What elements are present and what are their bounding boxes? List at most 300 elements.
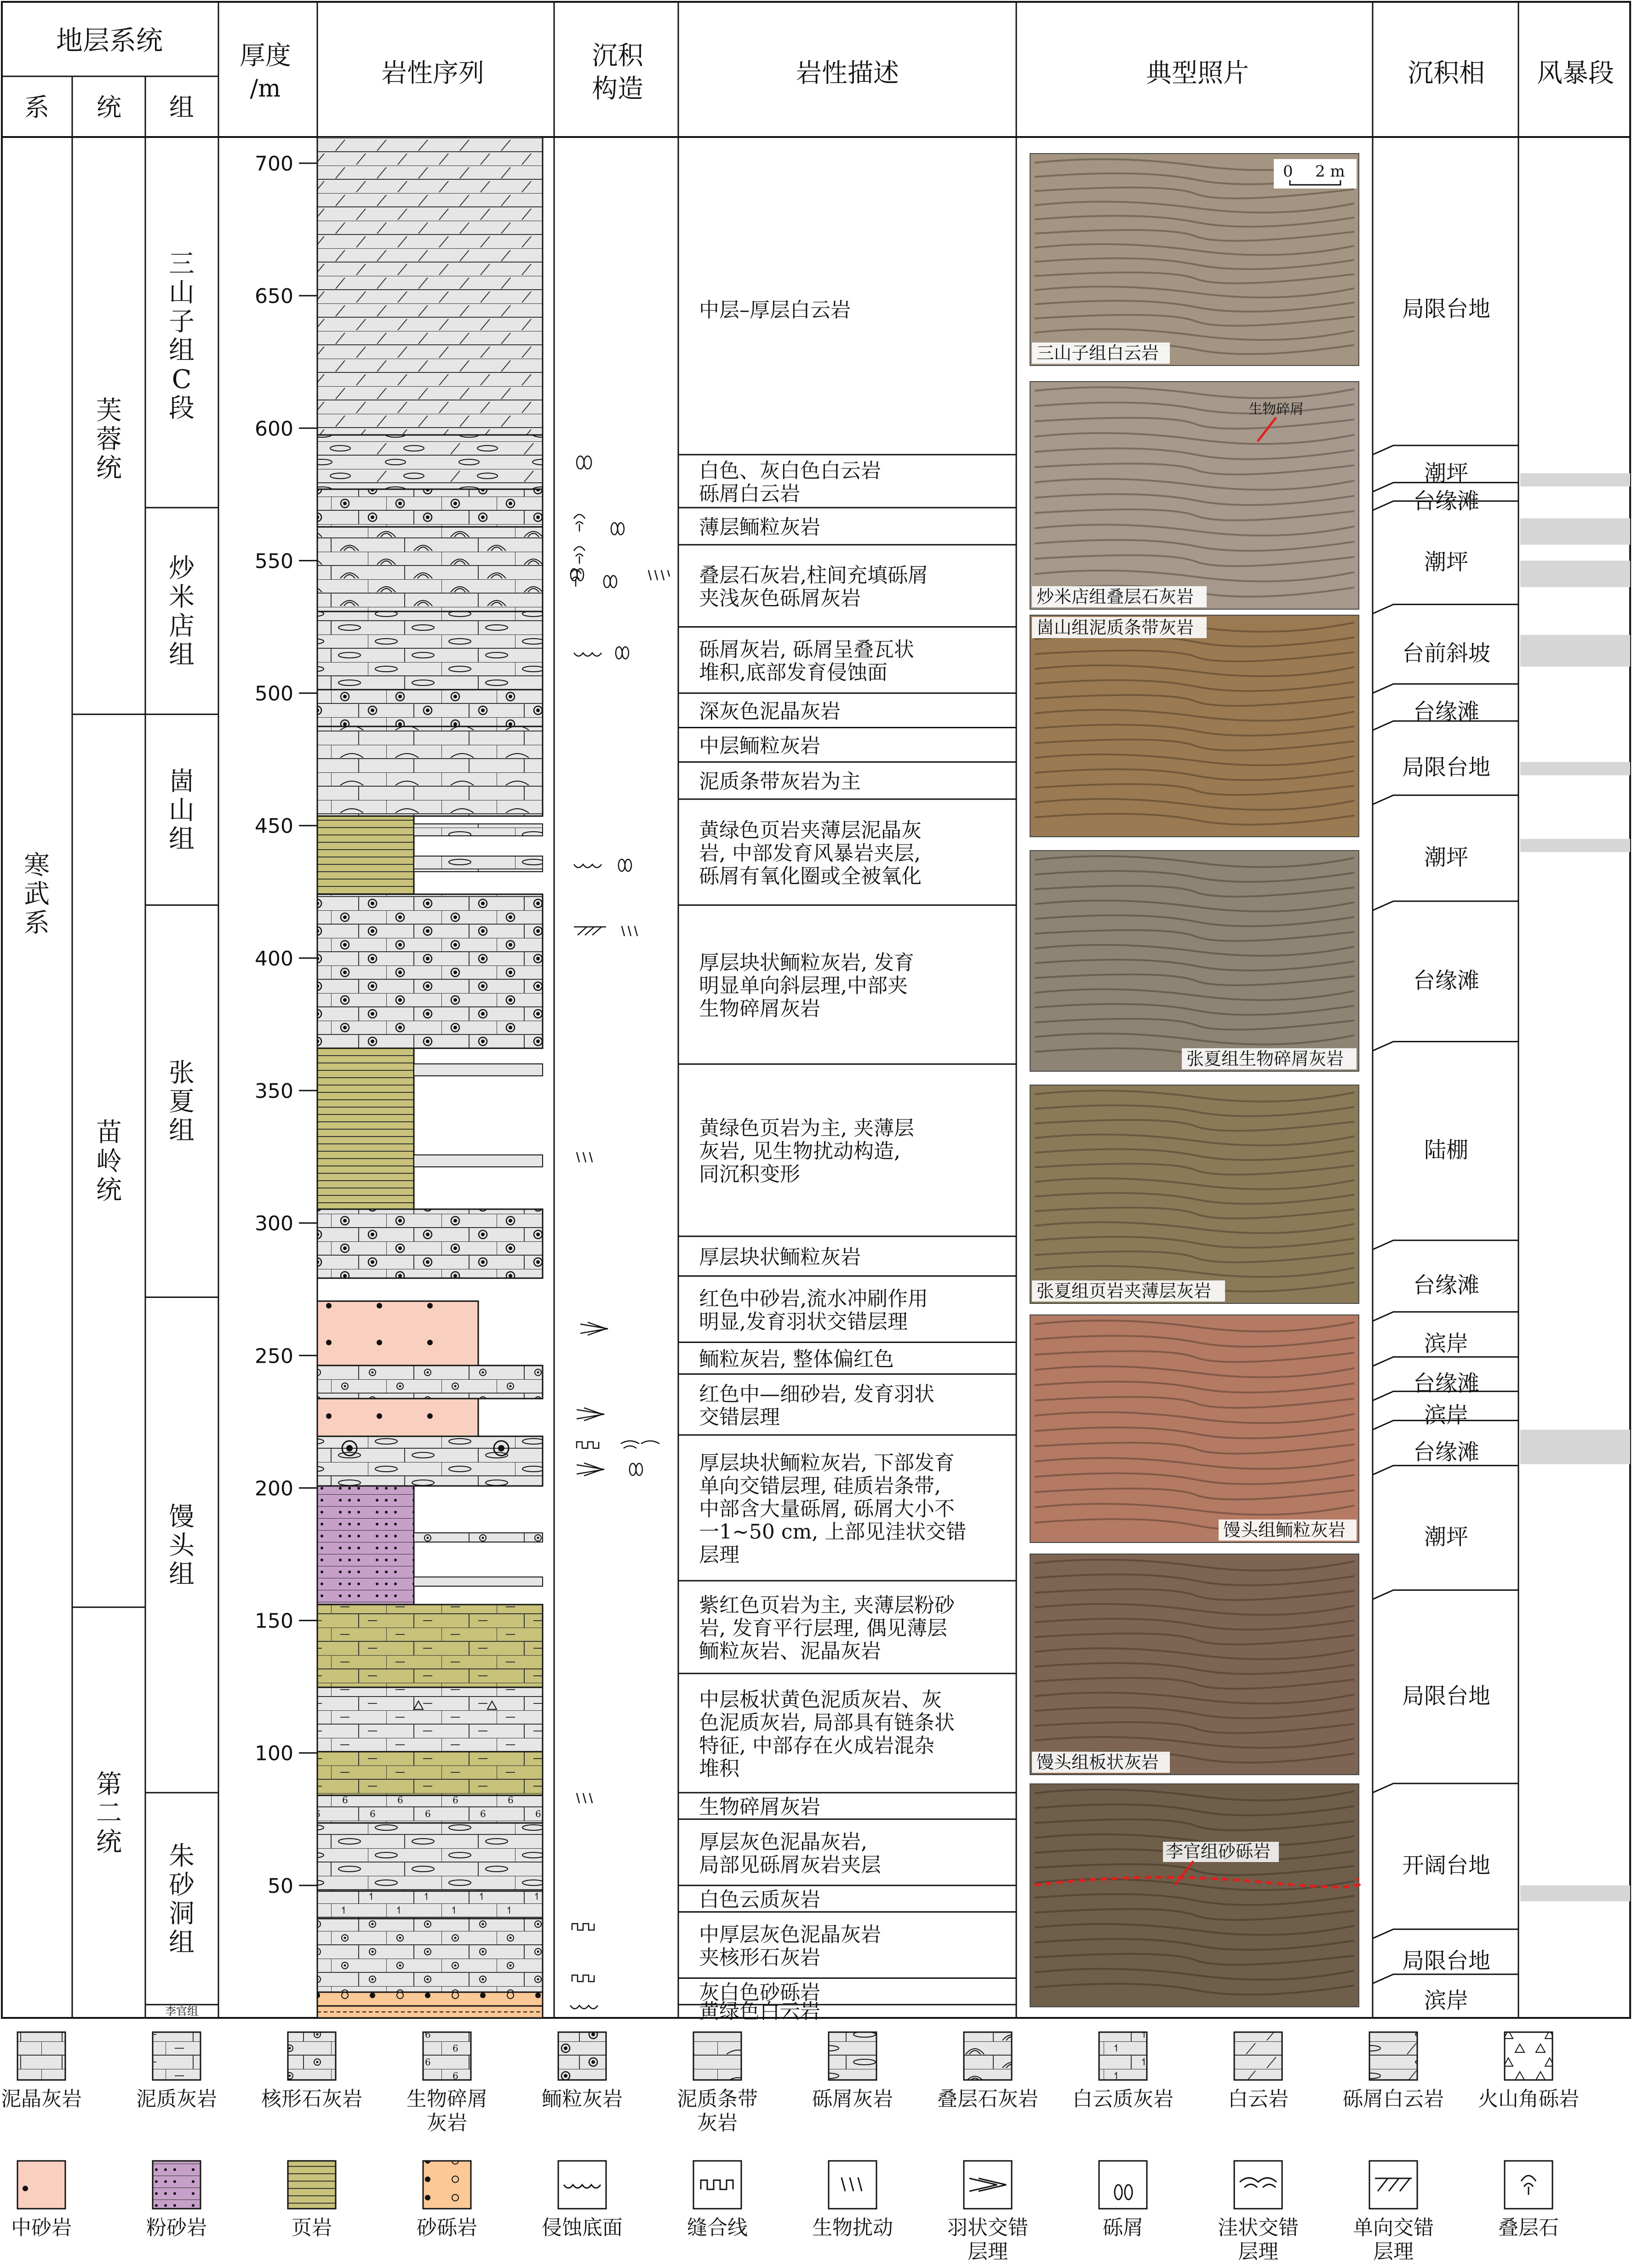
facies-label: 滨岸 (1424, 1988, 1469, 2014)
description-line: 明显单向斜层理,中部夹 (699, 974, 908, 998)
facies-header: 沉积相 (1408, 58, 1485, 88)
facies-label: 潮坪 (1424, 460, 1469, 486)
intraclast-symbol (577, 456, 591, 469)
legend-label: 砂砾岩 (417, 2216, 477, 2239)
formation-name: C (172, 364, 192, 394)
lithology-log (317, 137, 543, 2018)
description-line: 特征, 中部存在火成岩混杂 (699, 1734, 934, 1758)
formation-name: 米 (169, 582, 195, 612)
description-line: 紫红色页岩为主, 夹薄层粉砂 (699, 1593, 955, 1617)
intraclast-symbol (611, 523, 624, 535)
layer-limestone-interbed (414, 824, 543, 836)
strat-system-header: 地层系统 (56, 25, 163, 56)
photo-caption: 张夏组页岩夹薄层灰岩 (1036, 1281, 1212, 1301)
facies-label: 台缘滩 (1413, 1272, 1480, 1298)
description-line: 砾屑灰岩, 砾屑呈叠瓦状 (699, 638, 914, 662)
layer-argillaceous-limestone (317, 1605, 543, 1687)
facies-divider (1373, 901, 1518, 910)
facies-label: 潮坪 (1424, 844, 1469, 870)
legend-label: 灰岩 (427, 2111, 467, 2135)
series-name: 统 (96, 453, 122, 484)
depth-tick-label: 600 (255, 417, 293, 441)
depth-tick-label: 550 (255, 549, 293, 573)
legend-item-argillaceous-limestone (136, 2032, 217, 2111)
facies-label: 台缘滩 (1413, 967, 1480, 994)
erosion-surface-symbol (570, 2005, 598, 2009)
unidirectional-cross-bedding-symbol (574, 927, 606, 935)
field-photo (1030, 1315, 1359, 1542)
photo-annotation: 李官组砂砾岩 (1166, 1841, 1271, 1862)
legend-label: 缝合线 (687, 2216, 748, 2239)
depth-tick-label: 450 (255, 814, 293, 838)
formation-name: 三 (169, 249, 195, 279)
legend-swatch (153, 2032, 200, 2080)
legend-label: 层理 (968, 2240, 1008, 2263)
description-line: 中层鲕粒灰岩 (699, 734, 820, 758)
description-line: 中厚层灰色泥晶灰岩 (699, 1923, 881, 1947)
description-line: 堆积,底部发育侵蚀面 (699, 661, 888, 685)
intraclast-symbol (618, 859, 631, 871)
series-name: 蓉 (96, 424, 122, 455)
description-line: 堆积 (699, 1757, 739, 1781)
thickness-unit: /m (250, 75, 281, 103)
description-line: 明显,发育羽状交错层理 (699, 1310, 908, 1334)
layer-medium-sandstone (317, 1399, 478, 1436)
description-line: 红色中—细砂岩, 发育羽状 (699, 1382, 934, 1406)
legend-label: 砾屑 (1103, 2216, 1143, 2239)
system-header: 系 (24, 93, 49, 122)
description-line: 岩, 中部发育风暴岩夹层, (699, 841, 921, 865)
layer-oolitic-limestone (317, 894, 543, 1048)
legend (1, 2032, 1579, 2263)
legend-item-intraclast-limestone (812, 2032, 893, 2111)
legend-item-stromatolite-limestone (937, 2032, 1038, 2111)
legend-item-shale (288, 2161, 336, 2239)
formation-name: 组 (169, 1560, 195, 1590)
storm-band (1520, 762, 1630, 775)
formation-name: 夏 (169, 1087, 195, 1117)
photo-caption: 馒头组鲕粒灰岩 (1223, 1520, 1346, 1540)
legend-label: 单向交错 (1353, 2216, 1434, 2239)
storm-band (1520, 839, 1630, 852)
series-name: 统 (96, 1175, 122, 1205)
legend-label: 泥质灰岩 (136, 2087, 217, 2111)
field-photo (1030, 154, 1359, 366)
formation-column (145, 249, 218, 2018)
legend-label: 核形石灰岩 (261, 2087, 362, 2111)
facies-label: 局限台地 (1402, 1683, 1491, 1709)
legend-swatch (558, 2032, 606, 2080)
description-line: 灰岩, 见生物扰动构造, (699, 1139, 900, 1163)
description-line: 色泥质灰岩, 局部具有链条状 (699, 1711, 955, 1735)
scale-label: 2 m (1315, 162, 1345, 181)
description-line: 黄绿色页岩为主, 夹薄层 (699, 1116, 914, 1140)
facies-divider (1373, 446, 1518, 455)
series-name: 芙 (96, 395, 122, 426)
legend-swatch (693, 2032, 741, 2080)
description-column (678, 298, 1016, 2023)
formation-name: 山 (169, 278, 195, 308)
formation-name: 山 (169, 795, 195, 826)
description-line: 黄绿色白云岩 (699, 1999, 820, 2023)
system-column (24, 851, 50, 938)
facies-label: 台缘滩 (1413, 488, 1480, 514)
lithology-column-header: 岩性序列 (381, 58, 484, 88)
legend-swatch (17, 2161, 65, 2209)
herringbone-cross-bedding-symbol (577, 1463, 604, 1476)
description-line: 中部含大量砾屑, 砾屑大小不 (699, 1497, 955, 1521)
description-line: 红色中砂岩,流水冲刷作用 (699, 1287, 928, 1311)
legend-item-dolomitic-limestone (1072, 2032, 1174, 2111)
field-photo (1030, 382, 1359, 609)
intraclast-symbol (630, 1463, 642, 1475)
formation-header: 组 (169, 93, 194, 122)
layer-argillaceous-limestone (317, 1687, 543, 1752)
facies-divider (1373, 1240, 1518, 1250)
legend-label: 泥晶灰岩 (1, 2087, 82, 2111)
facies-label: 局限台地 (1402, 754, 1491, 780)
description-line: 同沉积变形 (699, 1162, 800, 1186)
description-line: 中层–厚层白云岩 (699, 298, 851, 322)
layer-glutenite (317, 1992, 543, 2006)
description-line: 砾屑有氧化圈或全被氧化 (699, 864, 922, 888)
legend-label: 白云岩 (1228, 2087, 1288, 2111)
facies-divider (1373, 1042, 1518, 1051)
bioturbation-symbol (577, 1152, 592, 1162)
stromatolite-symbol (574, 514, 585, 531)
series-name: 岭 (96, 1146, 122, 1177)
layer-oolitic-limestone (317, 1365, 543, 1399)
description-line: 厚层块状鲕粒灰岩, 发育 (699, 951, 914, 975)
description-line: 一1~50 cm, 上部见洼状交错 (699, 1520, 967, 1544)
series-name: 第 (96, 1769, 122, 1800)
field-photo (1030, 615, 1359, 837)
system-name: 寒 (24, 850, 50, 880)
legend-label: 侵蚀底面 (542, 2216, 623, 2239)
legend-swatch (1505, 2161, 1552, 2209)
formation-name: 洞 (169, 1899, 195, 1929)
layer-limestone-interbed (414, 1533, 543, 1542)
formation-name: 李官组 (165, 2005, 198, 2018)
description-line: 叠层石灰岩,柱间充填砾屑 (699, 564, 928, 588)
description-line: 灰白色砂砾岩 (699, 1981, 820, 2005)
description-line: 薄层鲕粒灰岩 (699, 515, 820, 539)
storm-header: 风暴段 (1537, 58, 1614, 88)
layer-oolitic-limestone (317, 489, 543, 527)
layer-argillaceous-limestone (317, 1752, 543, 1795)
depth-tick-label: 700 (255, 152, 293, 176)
description-line: 交错层理 (699, 1405, 780, 1429)
legend-item-bioclastic-limestone (407, 2032, 487, 2135)
legend-label: 鲕粒灰岩 (542, 2087, 623, 2111)
formation-name: 组 (169, 336, 195, 366)
description-line: 深灰色泥晶灰岩 (699, 700, 841, 724)
depth-tick-label: 50 (268, 1874, 293, 1898)
photo-caption: 三山子组白云岩 (1036, 343, 1159, 363)
legend-item-stromatolite (1498, 2161, 1559, 2239)
description-line: 夹核形石灰岩 (699, 1946, 820, 1970)
field-photo (1030, 1085, 1359, 1303)
layer-limestone-interbed (414, 856, 543, 872)
layer-bioclastic-limestone (317, 1795, 543, 1823)
facies-divider (1373, 1590, 1518, 1599)
description-line: 局部见砾屑灰岩夹层 (699, 1853, 881, 1877)
description-line: 厚层块状鲕粒灰岩, 下部发育 (699, 1451, 955, 1475)
legend-item-medium-sandstone (11, 2161, 72, 2239)
description-line: 鲕粒灰岩, 整体偏红色 (699, 1348, 894, 1371)
legend-item-stylolite (687, 2161, 748, 2239)
legend-label: 羽状交错 (947, 2216, 1028, 2239)
description-line: 中层板状黄色泥质灰岩、灰 (699, 1688, 942, 1712)
description-line: 层理 (699, 1543, 739, 1567)
structure-header-line1: 沉积 (592, 41, 643, 71)
facies-divider (1373, 795, 1518, 805)
facies-divider (1373, 1466, 1518, 1475)
depth-tick-label: 300 (255, 1212, 293, 1236)
stylolite-symbol (577, 1442, 599, 1448)
formation-name: 组 (169, 640, 195, 670)
series-name: 二 (96, 1798, 122, 1828)
description-line: 泥质条带灰岩为主 (699, 770, 861, 794)
formation-name: 组 (169, 1115, 195, 1146)
facies-label: 局限台地 (1402, 1948, 1491, 1974)
legend-item-intraclast (1099, 2161, 1147, 2239)
legend-label: 砾屑灰岩 (812, 2087, 893, 2111)
legend-label: 洼状交错 (1218, 2216, 1299, 2239)
depth-tick-label: 200 (255, 1477, 293, 1501)
description-line: 黄绿色页岩夹薄层泥晶灰 (699, 818, 922, 842)
layer-dolomitic-limestone (317, 1891, 543, 1919)
series-header: 统 (97, 93, 121, 122)
legend-label: 层理 (1373, 2240, 1414, 2263)
facies-label: 台缘滩 (1413, 1439, 1480, 1465)
photo-caption: 炒米店组叠层石灰岩 (1036, 587, 1194, 607)
facies-label: 陆棚 (1424, 1137, 1469, 1163)
legend-swatch (288, 2161, 336, 2209)
legend-label: 叠层石 (1498, 2216, 1559, 2239)
storm-band (1520, 473, 1630, 486)
facies-label: 台缘滩 (1413, 698, 1480, 725)
photo-column (1030, 154, 1360, 2007)
facies-label: 潮坪 (1424, 1524, 1469, 1550)
stylolite-symbol (572, 1975, 594, 1982)
legend-swatch (17, 2032, 65, 2080)
facies-divider (1373, 1929, 1518, 1938)
legend-swatch (1369, 2032, 1417, 2080)
layer-shale (317, 1048, 414, 1209)
description-line: 夹浅灰色砾屑灰岩 (699, 587, 861, 611)
storm-band (1520, 1885, 1630, 1902)
field-photo (1030, 1554, 1359, 1775)
facies-label: 潮坪 (1424, 549, 1469, 575)
depth-tick-label: 150 (255, 1609, 293, 1633)
photo-caption: 张夏组生物碎屑灰岩 (1186, 1049, 1344, 1069)
formation-name: 店 (169, 611, 195, 641)
formation-name: 组 (169, 824, 195, 855)
formation-name: 子 (169, 307, 195, 337)
facies-divider (1373, 684, 1518, 693)
formation-name: 砂 (169, 1870, 195, 1900)
formation-name: 崮 (169, 766, 195, 797)
layer-oolitic-limestone (317, 1209, 543, 1278)
storm-section-column (1520, 473, 1630, 1901)
herringbone-cross-bedding-symbol (580, 1322, 608, 1335)
legend-swatch (1099, 2161, 1147, 2209)
sedimentary-structures (570, 456, 670, 2009)
legend-label: 层理 (1238, 2240, 1278, 2263)
series-name: 苗 (96, 1118, 122, 1148)
bioturbation-symbol (622, 926, 637, 936)
facies-label: 滨岸 (1424, 1331, 1469, 1357)
facies-divider (1373, 1783, 1518, 1793)
legend-item-erosion-surface (542, 2161, 623, 2239)
legend-item-intraclast-dolomite (1343, 2032, 1444, 2111)
facies-label: 局限台地 (1402, 296, 1491, 322)
facies-divider (1373, 1357, 1518, 1366)
series-column (72, 396, 145, 1857)
facies-label: 台前斜坡 (1402, 640, 1491, 667)
structure-header-line2: 构造 (592, 74, 643, 104)
storm-band (1520, 635, 1630, 667)
series-name: 统 (96, 1827, 122, 1857)
formation-name: 头 (169, 1531, 195, 1561)
thickness-header: 厚度 (240, 41, 291, 71)
layer-intraclast-limestone (317, 611, 543, 690)
facies-divider (1373, 1312, 1518, 1321)
formation-name: 张 (169, 1058, 195, 1088)
depth-tick-label: 400 (255, 947, 293, 971)
erosion-surface-symbol (574, 653, 601, 656)
legend-item-dolomite (1228, 2032, 1288, 2111)
description-line: 白色云质灰岩 (699, 1888, 820, 1912)
facies-column (1373, 296, 1518, 2014)
layer-stromatolite-limestone (317, 527, 543, 611)
depth-scale (255, 152, 317, 1898)
description-line: 白色、灰白色白云岩 (699, 459, 881, 483)
field-photo (1030, 851, 1359, 1071)
stylolite-symbol (572, 1924, 594, 1930)
description-line: 砾屑白云岩 (699, 482, 800, 506)
intraclast-symbol (604, 576, 617, 588)
depth-tick-label: 250 (255, 1344, 293, 1368)
photo-caption: 馒头组板状灰岩 (1036, 1752, 1159, 1772)
depth-tick-label: 500 (255, 682, 293, 706)
formation-name: 段 (169, 393, 195, 423)
description-line: 生物碎屑灰岩 (699, 1795, 820, 1819)
description-line: 岩, 发育平行层理, 偶见薄层 (699, 1616, 947, 1640)
legend-item-oolitic-limestone (542, 2032, 623, 2111)
layer-shale (317, 816, 414, 894)
photos-header: 典型照片 (1146, 58, 1249, 88)
layer-micrite-limestone (317, 1823, 543, 1891)
storm-band (1520, 560, 1630, 587)
layer-medium-sandstone (317, 1301, 478, 1365)
description-line: 生物碎屑灰岩 (699, 997, 820, 1021)
description-line: 厚层块状鲕粒灰岩 (699, 1245, 861, 1269)
depth-tick-label: 100 (255, 1742, 293, 1765)
legend-swatch (829, 2161, 876, 2209)
formation-name: 炒 (169, 554, 195, 584)
photo-caption: 崮山组泥质条带灰岩 (1036, 617, 1194, 638)
legend-swatch (1234, 2161, 1282, 2209)
legend-label: 白云质灰岩 (1072, 2087, 1174, 2111)
formation-name: 朱 (169, 1841, 195, 1871)
trough-cross-bedding-symbol (621, 1441, 659, 1448)
legend-swatch (423, 2032, 471, 2080)
herringbone-cross-bedding-symbol (577, 1408, 604, 1421)
legend-item-oncolite-limestone (261, 2032, 362, 2111)
layer-limestone-interbed (414, 1577, 543, 1586)
legend-swatch (1505, 2032, 1552, 2080)
description-line: 厚层灰色泥晶灰岩, (699, 1830, 867, 1854)
legend-label: 火山角砾岩 (1478, 2087, 1579, 2111)
layer-dolomite (317, 137, 543, 435)
facies-label: 台缘滩 (1413, 1370, 1480, 1396)
layer-oolitic-limestone (317, 690, 543, 726)
storm-band (1520, 1430, 1630, 1464)
legend-label: 页岩 (292, 2216, 332, 2239)
legend-item-siltstone (146, 2161, 207, 2239)
legend-label: 泥质条带 (677, 2087, 758, 2111)
layer-intraclast-dolomite (317, 435, 543, 489)
depth-tick-label: 650 (255, 285, 293, 308)
description-line: 鲕粒灰岩、泥晶灰岩 (699, 1639, 881, 1663)
description-header: 岩性描述 (796, 58, 899, 88)
description-line: 单向交错层理, 硅质岩条带, (699, 1474, 941, 1498)
legend-swatch (964, 2032, 1012, 2080)
layer-banded-limestone (317, 726, 543, 816)
legend-label: 生物碎屑 (407, 2087, 487, 2111)
legend-item-glutenite (417, 2161, 477, 2239)
facies-label: 滨岸 (1424, 1402, 1469, 1428)
layer-siltstone (317, 1486, 414, 1605)
legend-label: 粉砂岩 (146, 2216, 207, 2239)
legend-swatch (1099, 2032, 1147, 2080)
formation-name: 馒 (169, 1502, 195, 1532)
legend-item-trough-cross-bedding (1218, 2161, 1299, 2263)
legend-swatch (423, 2161, 471, 2209)
legend-label: 砾屑白云岩 (1343, 2087, 1444, 2111)
photo-annotation: 生物碎屑 (1248, 401, 1304, 417)
field-photo (1030, 1784, 1360, 2007)
storm-band (1520, 518, 1630, 545)
legend-item-banded-limestone (677, 2032, 758, 2135)
depth-tick-label: 350 (255, 1080, 293, 1103)
legend-label: 中砂岩 (11, 2216, 72, 2239)
formation-name: 组 (169, 1927, 195, 1958)
legend-item-herringbone-cross-bedding (947, 2161, 1028, 2263)
facies-divider (1373, 1974, 1518, 1983)
legend-swatch (153, 2161, 200, 2209)
layer-limestone-interbed (414, 1155, 543, 1167)
layer-oncolite-limestone (317, 1919, 543, 1992)
stromatolite-symbol (574, 547, 585, 564)
legend-label: 灰岩 (697, 2111, 738, 2135)
bioturbation-symbol (577, 1793, 592, 1803)
layer-limestone-interbed (414, 1064, 543, 1076)
legend-swatch (1234, 2032, 1282, 2080)
intraclast-symbol (616, 647, 629, 659)
bioturbation-symbol (648, 570, 670, 580)
legend-label: 叠层石灰岩 (937, 2087, 1038, 2111)
legend-swatch (288, 2032, 336, 2080)
legend-item-volcanic-breccia (1478, 2032, 1579, 2111)
facies-divider (1373, 605, 1518, 614)
legend-item-micrite-limestone (1, 2032, 82, 2111)
layer-oolitic-intraclast-limestone (317, 1436, 543, 1486)
legend-item-unidirectional-cross-bedding (1353, 2161, 1434, 2263)
scale-label: 0 (1283, 162, 1293, 181)
